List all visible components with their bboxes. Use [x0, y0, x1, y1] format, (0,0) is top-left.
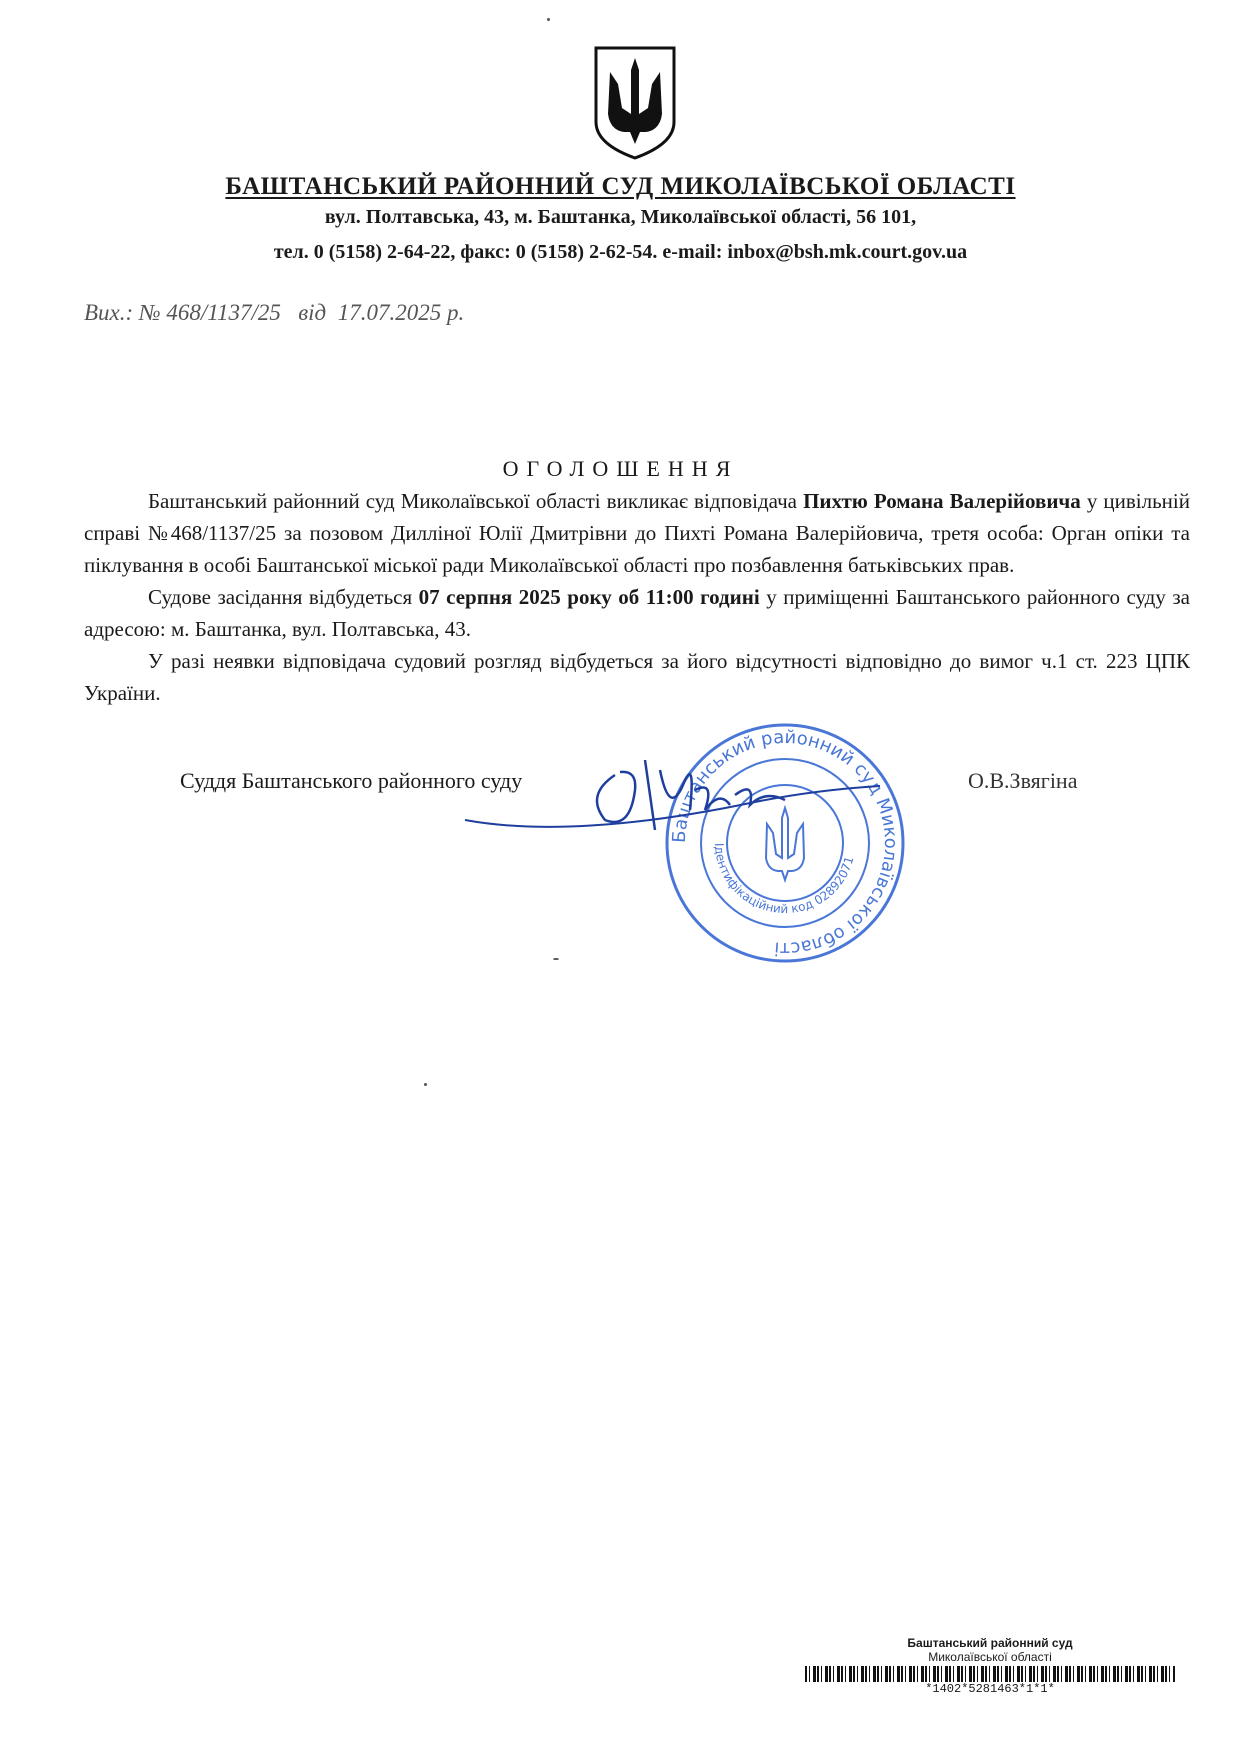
outgoing-date: 17.07.2025 р.: [337, 300, 465, 325]
defendant-name: Пихтю Романа Валерійовича: [803, 489, 1081, 513]
judge-name: О.В.Звягіна: [968, 768, 1078, 793]
outgoing-date-label: від: [298, 300, 327, 325]
text-span: у цивільній справі №468/1137/25 за позовом Дилліної Юлії Дмитрівни до Пихті Романа Валерійовича, третя особа: Орган опіки та піклування в особі Баштанської міської ради Миколаївської області про позбавлення батьківських прав.: [84, 489, 1190, 577]
text-span: у приміщенні Баштанського районного суду за адресою: м. Баштанка, вул. Полтавська, 43.: [84, 585, 1190, 641]
announcement-body: [84, 485, 1190, 709]
coat-of-arms-icon: [590, 44, 680, 162]
paragraph-absence: У разі неявки відповідача судовий розгляд відбудеться за його відсутності відповідно до вимог ч.1 ст. 223 ЦПК України.: [84, 649, 1190, 705]
text-span: Судове засідання відбудеться: [148, 585, 419, 609]
judge-title: Суддя Баштанського районного суду: [180, 768, 523, 793]
court-contacts: тел. 0 (5158) 2-64-22, факс: 0 (5158) 2-62-54. e-mail: inbox@bsh.mk.court.gov.ua: [273, 241, 968, 263]
paragraph-summons: [84, 485, 1190, 581]
barcode-number: *1402*5281463*1*1*: [925, 1682, 1055, 1696]
paragraph-hearing: [84, 581, 1190, 645]
scan-speck: [547, 18, 550, 21]
outgoing-number: 468/1137/25: [166, 300, 281, 325]
scan-speck: [424, 1083, 427, 1086]
barcode-region: Миколаївської області: [928, 1650, 1052, 1664]
hearing-datetime: 07 серпня 2025 року об 11:00 годині: [418, 585, 760, 609]
document-title: ОГОЛОШЕННЯ: [502, 456, 739, 481]
stamp-outer-text: Баштанський районний суд Миколаївської області: [668, 726, 902, 960]
judge-signature: [455, 750, 885, 850]
outgoing-reference: [84, 300, 464, 326]
text-span: Баштанський районний суд Миколаївської області викликає відповідача: [148, 489, 804, 513]
court-address: вул. Полтавська, 43, м. Баштанка, Миколаївської області, 56 101,: [324, 206, 917, 228]
barcode-block: [800, 1636, 1180, 1696]
barcode-court-name: Баштанський районний суд: [907, 1636, 1073, 1650]
stamp-inner-text: Ідентифікаційний код 02892071: [711, 842, 857, 917]
outgoing-label: Вих.: №: [84, 300, 161, 325]
barcode-bars: [805, 1666, 1175, 1682]
scan-speck: [553, 958, 559, 960]
court-name: БАШТАНСЬКИЙ РАЙОННИЙ СУД МИКОЛАЇВСЬКОЇ ОБЛАСТІ: [225, 173, 1016, 200]
